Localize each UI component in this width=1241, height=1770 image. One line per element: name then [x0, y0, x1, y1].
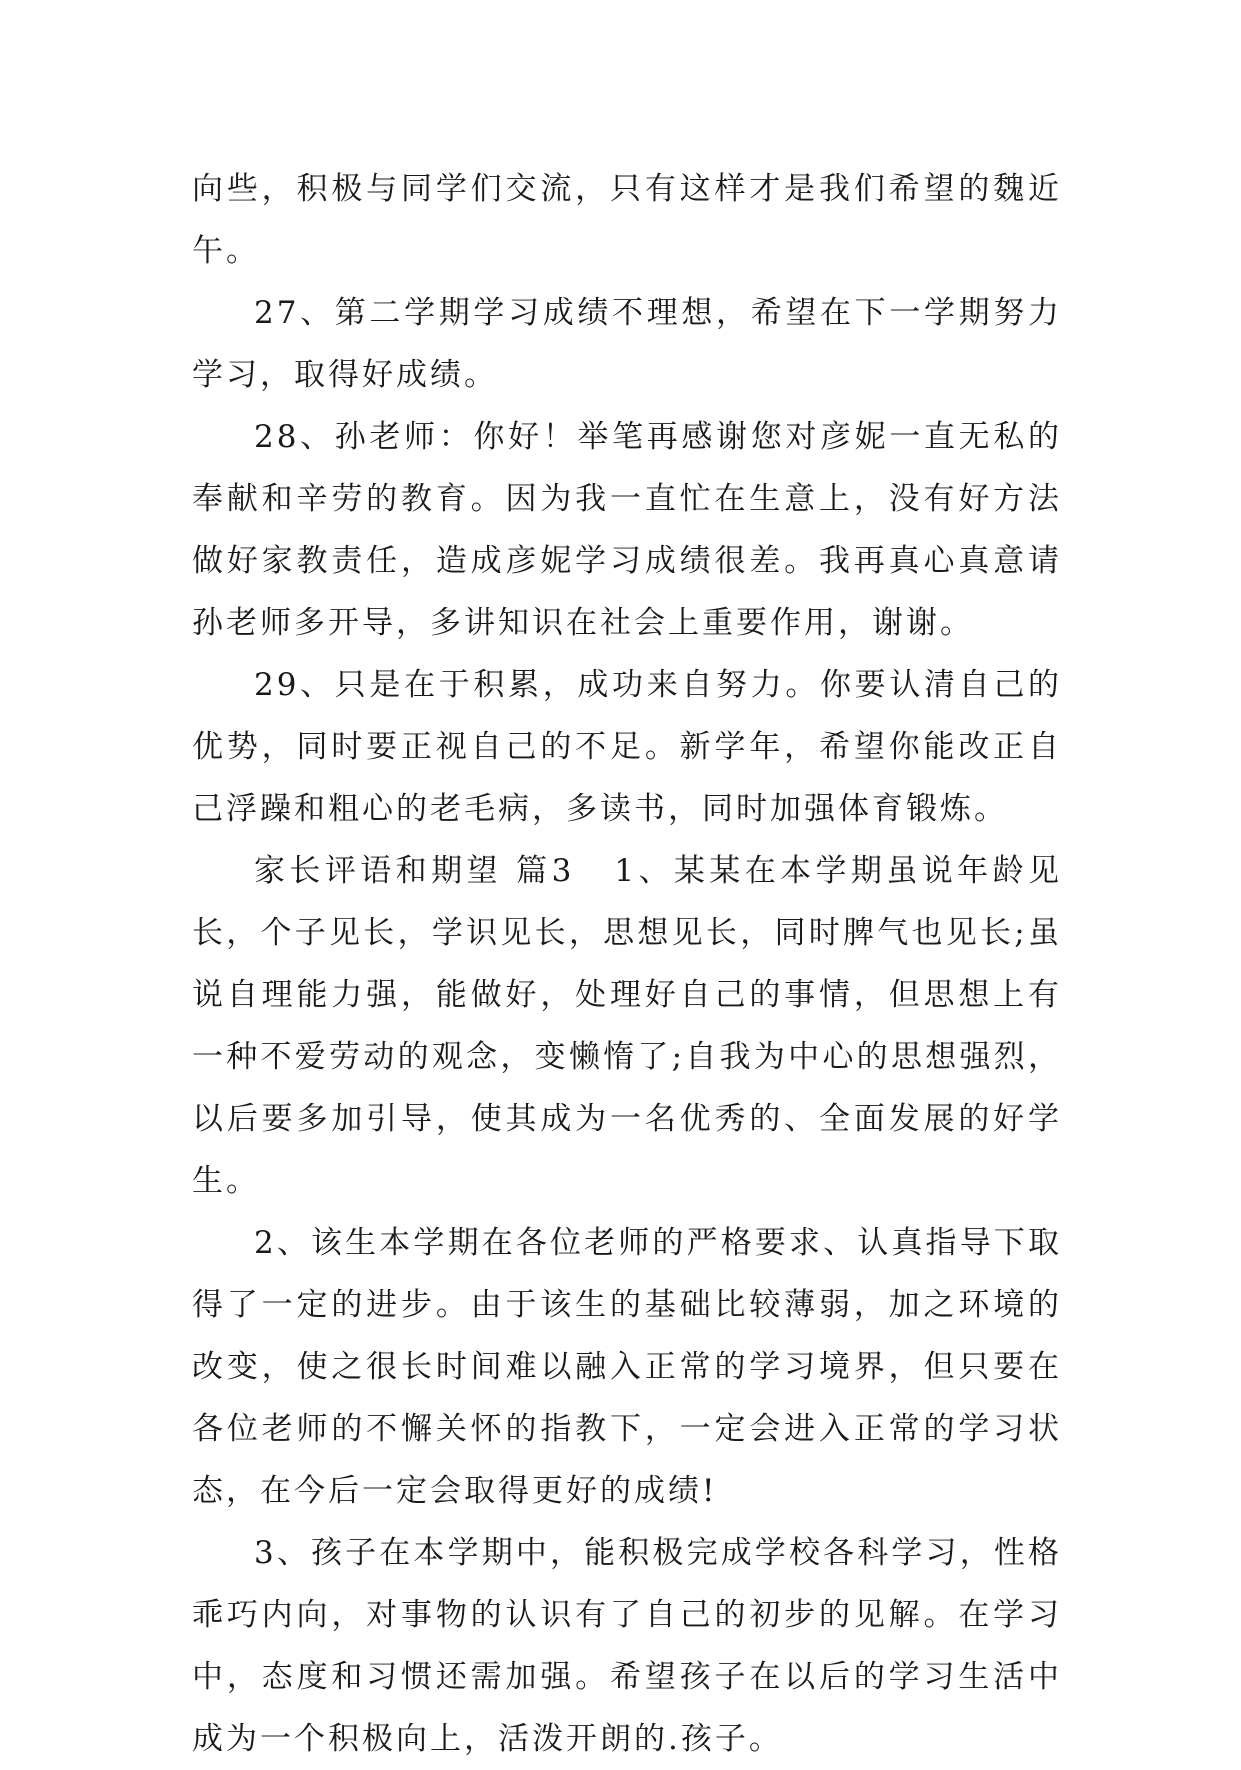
section-paragraph-2: 2、该生本学期在各位老师的严格要求、认真指导下取得了一定的进步。由于该生的基础比较薄弱，加之环境的改变，使之很长时间难以融入正常的学习境界，但只要在各位老师的不懈关怀的指教下，一定会进入正常的学习状态，在今后一定会取得更好的成绩!	[192, 1225, 1062, 1509]
section-first-text: 1、某某在本学期虽说年龄见长，个子见长，学识见长，思想见长，同时脾气也见长;虽说自理能力强，能做好，处理好自己的事情，但思想上有一种不爱劳动的观念，变懒惰了;自我为中心的思想强烈，以后要多加引导，使其成为一名优秀的、全面发展的好学生。	[192, 853, 1062, 1199]
paragraph-continuation: 向些，积极与同学们交流，只有这样才是我们希望的魏近午。	[192, 171, 1062, 269]
section-paragraph-3: 3、孩子在本学期中，能积极完成学校各科学习，性格乖巧内向，对事物的认识有了自己的初步的见解。在学习中，态度和习惯还需加强。希望孩子在以后的学习生活中成为一个积极向上，活泼开朗的.孩子。	[192, 1535, 1062, 1757]
document-body	[192, 158, 1062, 1770]
section-heading: 家长评语和期望 篇3	[254, 853, 575, 889]
paragraph-28: 28、孙老师：你好！举笔再感谢您对彦妮一直无私的奉献和辛劳的教育。因为我一直忙在生意上，没有好方法做好家教责任，造成彦妮学习成绩很差。我再真心真意请孙老师多开导，多讲知识在社会上重要作用，谢谢。	[192, 419, 1062, 641]
paragraph-27: 27、第二学期学习成绩不理想，希望在下一学期努力学习，取得好成绩。	[192, 295, 1062, 393]
section-paragraph-1	[192, 840, 1062, 1212]
paragraph-29: 29、只是在于积累，成功来自努力。你要认清自己的优势，同时要正视自己的不足。新学年，希望你能改正自己浮躁和粗心的老毛病，多读书，同时加强体育锻炼。	[192, 667, 1062, 827]
